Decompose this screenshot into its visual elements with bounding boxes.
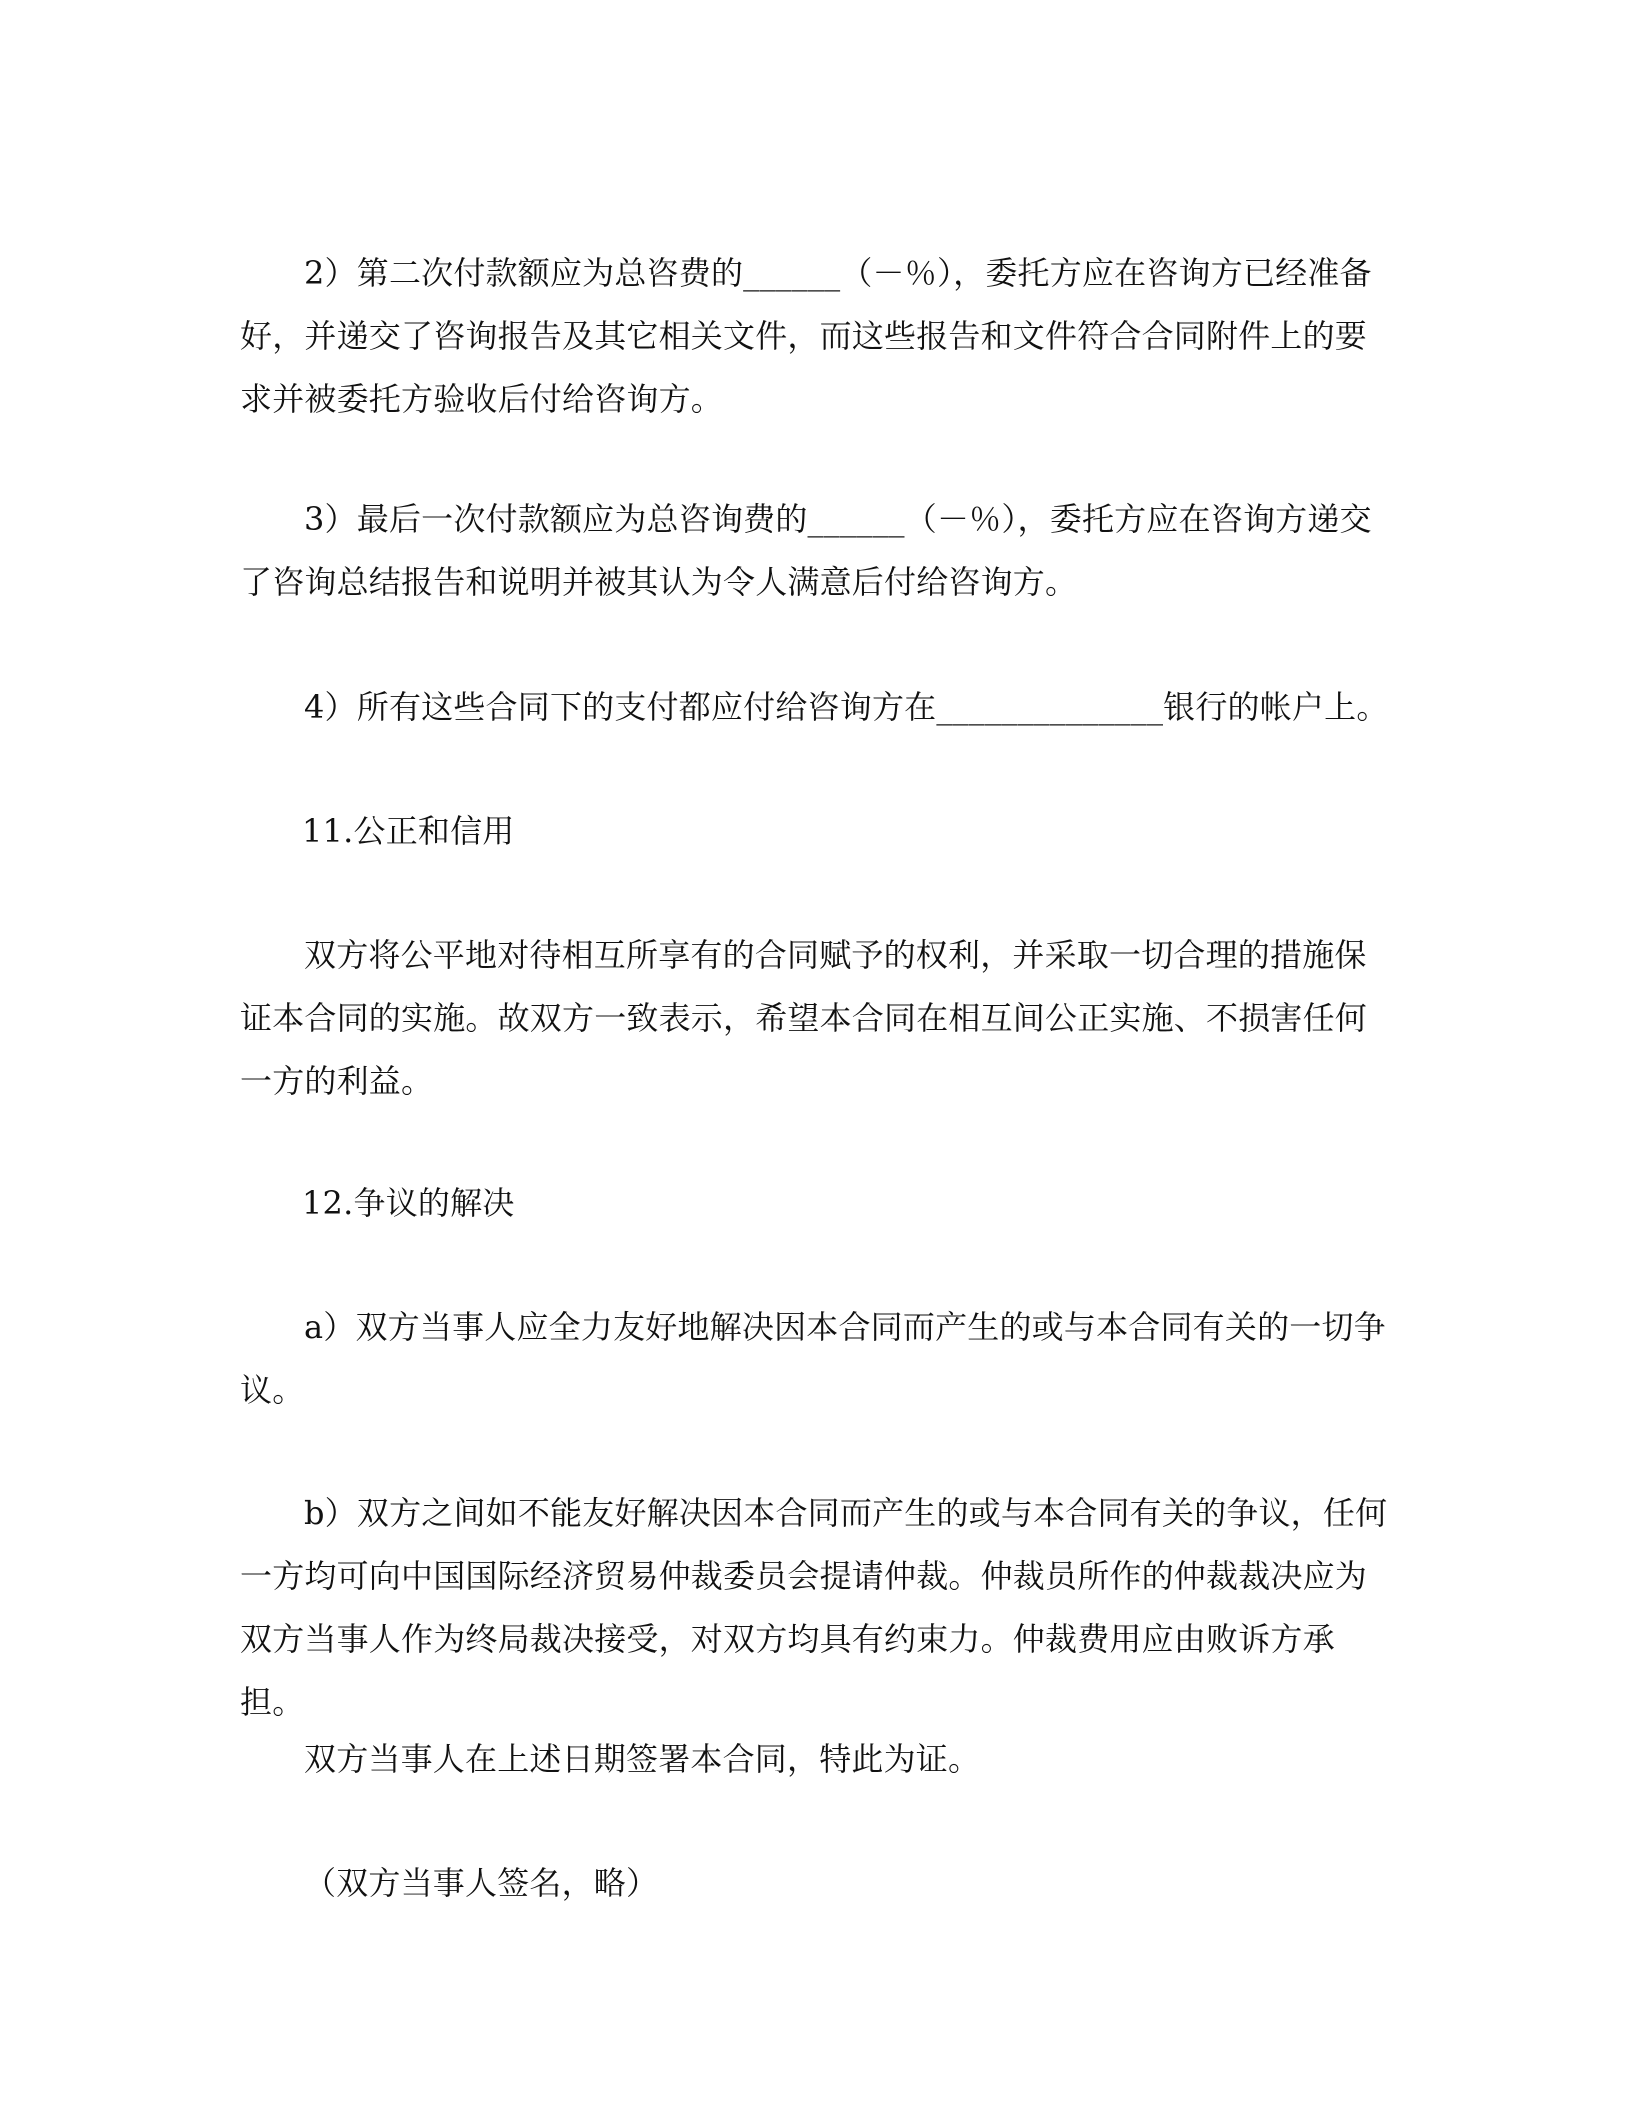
payment-clause-second: 2）第二次付款额应为总咨费的______（－％），委托方应在咨询方已经准备好，并递交了咨询报告及其它相关文件，而这些报告和文件符合合同附件上的要求并被委托方验收后付给咨询方。 [240, 254, 1372, 418]
section-heading-dispute-resolution: 12.争议的解决 [302, 1184, 515, 1222]
dispute-clause-b: b）双方之间如不能友好解决因本合同而产生的或与本合同有关的争议，任何一方均可向中国国际经济贸易仲裁委员会提请仲裁。仲裁员所作的仲裁裁决应为双方当事人作为终局裁决接受，对双方均具有约束力。仲裁费用应由败诉方承担。 [240, 1494, 1388, 1721]
payment-clause-final: 3）最后一次付款额应为总咨询费的______（－％），委托方应在咨询方递交了咨询总结报告和说明并被其认为令人满意后付给咨询方。 [240, 500, 1372, 601]
signature-note: （双方当事人签名，略） [304, 1864, 659, 1902]
fairness-paragraph: 双方将公平地对待相互所享有的合同赋予的权利，并采取一切合理的措施保证本合同的实施。故双方一致表示，希望本合同在相互间公正实施、不损害任何一方的利益。 [240, 936, 1368, 1100]
dispute-clause-a: a）双方当事人应全力友好地解决因本合同而产生的或与本合同有关的一切争议。 [240, 1308, 1386, 1409]
signing-statement: 双方当事人在上述日期签署本合同，特此为证。 [304, 1740, 981, 1778]
section-heading-fairness: 11.公正和信用 [302, 812, 515, 850]
payment-clause-bank-account: 4）所有这些合同下的支付都应付给咨询方在______________银行的帐户上。 [304, 688, 1389, 726]
